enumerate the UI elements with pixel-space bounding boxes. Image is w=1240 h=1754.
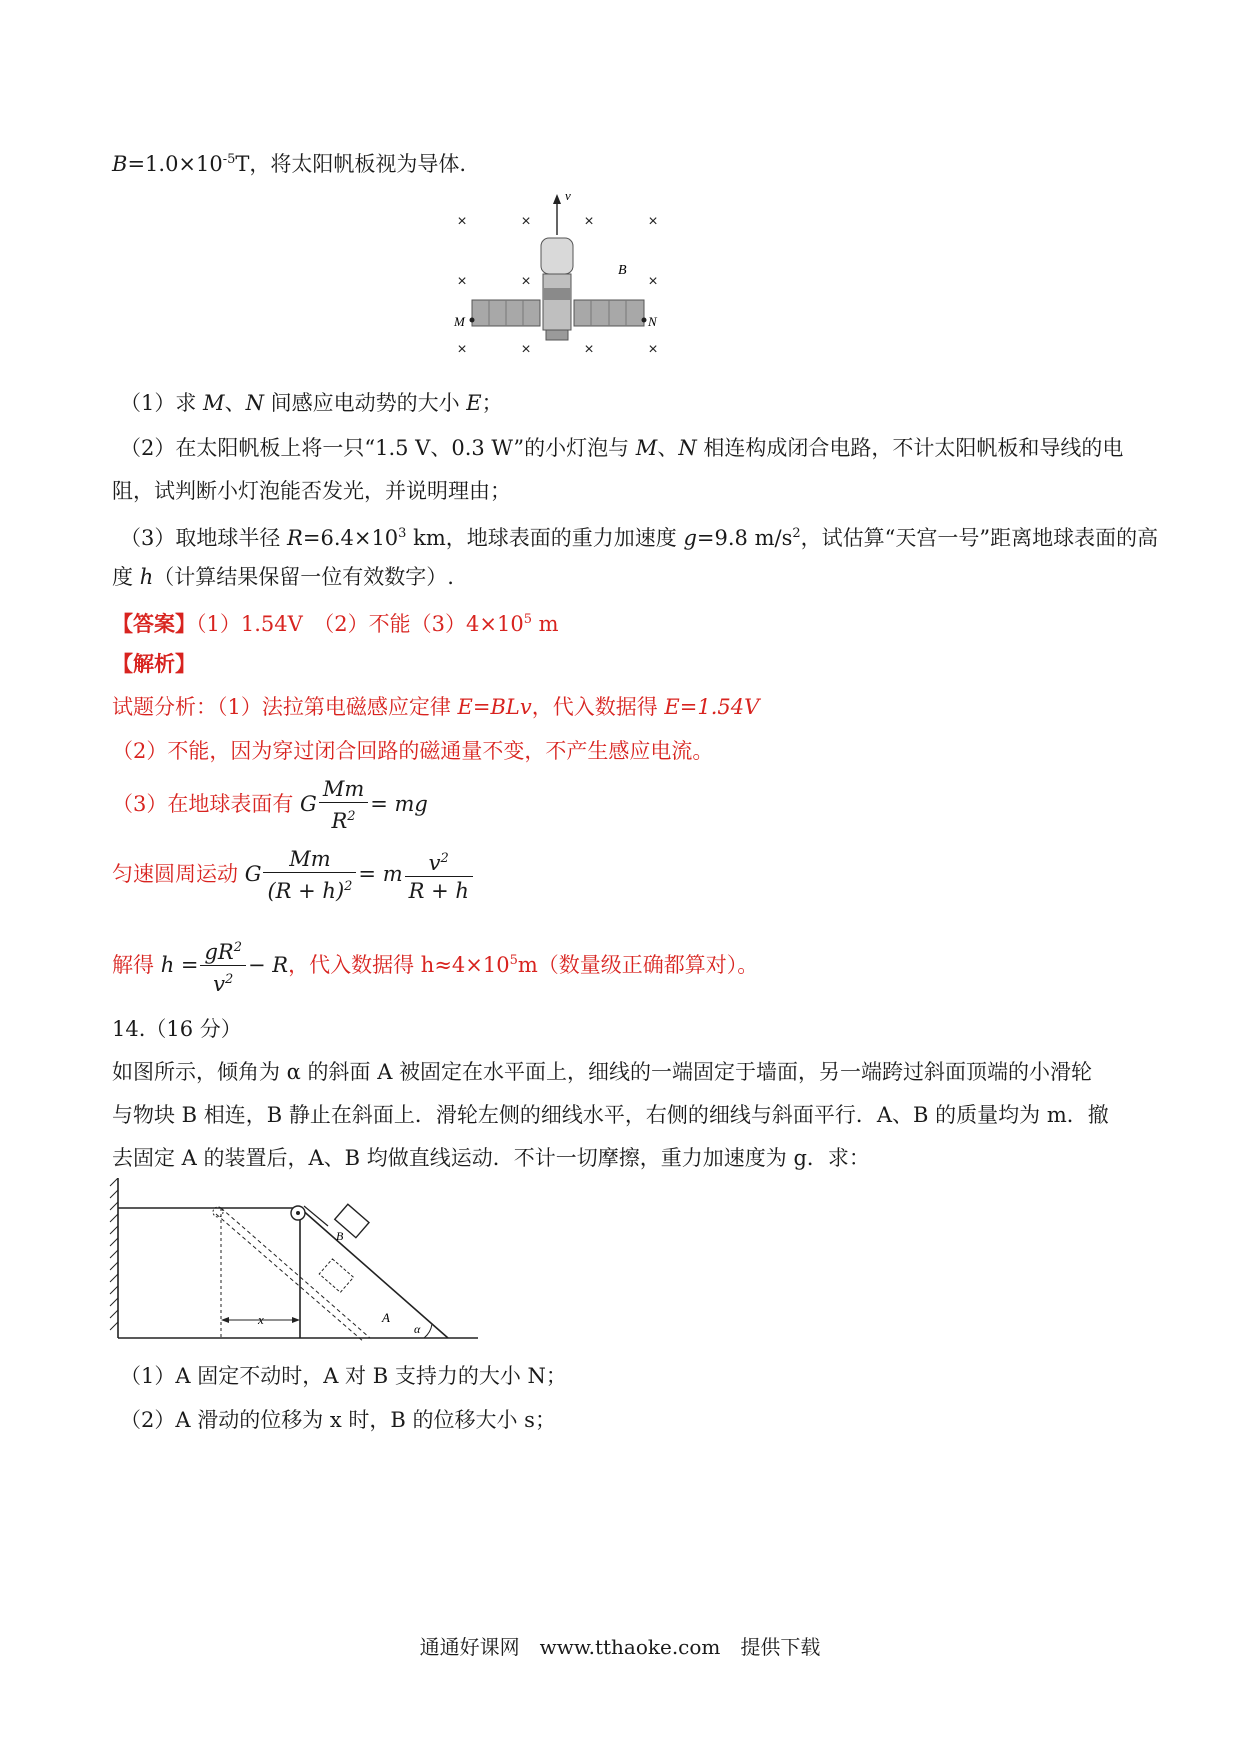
b-symbol: B [112,152,128,176]
m-label: M [454,314,465,329]
field-b-label: B [618,263,627,278]
svg-text:×: × [521,213,531,230]
answer-unit: m [531,612,559,636]
q14-sub2: （2）A 滑动的位移为 x 时，B 的位移大小 s； [120,1408,556,1432]
answer-exponent: 5 [523,612,532,627]
q14-line2: 与物块 B 相连，B 静止在斜面上．滑轮左侧的细线水平，右侧的细线与斜面平行．A、B 的质量均为 m．撤 [112,1103,1109,1127]
n-label: N [648,314,657,329]
svg-text:×: × [521,341,531,358]
svg-text:×: × [648,213,658,230]
alpha-label: α [414,1322,421,1336]
svg-text:×: × [648,273,658,290]
incline-figure [108,1178,488,1348]
b-exponent: -5 [222,152,236,167]
svg-text:×: × [457,341,467,358]
b-value: =1.0×10 [127,152,223,176]
analysis-line3: （3）在地球表面有 G $\frac{Mm}{R^2}$ = mg [112,777,428,833]
x-label: x [258,1312,264,1327]
incline-a-label: A [382,1310,390,1325]
q13-part3: （3）取地球半径 $R=6.4\times 10^3$ km，地球表面的重力加速度 g=9.8 $m/s^2$，试估算“天宫一号”距离地球表面的高 [120,526,1159,550]
answer-line [112,606,559,638]
q13-part3-line2: 度 h（计算结果保留一位有效数字）. [112,565,454,589]
svg-text:×: × [584,341,594,358]
analysis-line1: 试题分析：（1）法拉第电磁感应定律 E=BLv，代入数据得 E=1.54V [112,695,760,719]
answer-tag: 【答案】 [112,611,196,636]
q14-line3: 去固定 A 的装置后，A、B 均做直线运动．不计一切摩擦，重力加速度为 g．求： [112,1146,870,1170]
svg-text:×: × [648,341,658,358]
svg-text:×: × [457,213,467,230]
answer-text: （1）1.54V （2）不能（3）4×10 [196,612,524,636]
svg-text:×: × [521,273,531,290]
block-b-label: B [336,1229,344,1243]
q14-heading: 14.（16 分） [112,1017,242,1041]
top-line [112,146,466,178]
space-station-figure [440,180,680,370]
q14-sub1: （1）A 固定不动时，A 对 B 支持力的大小 N； [120,1364,567,1388]
analysis-line2: （2）不能，因为穿过闭合回路的磁通量不变，不产生感应电流。 [112,739,714,763]
svg-text:×: × [457,273,467,290]
footer-watermark: 通通好课网 www.tthaoke.com 提供下载 [419,1635,821,1659]
q14-line1: 如图所示，倾角为 α 的斜面 A 被固定在水平面上，细线的一端固定于墙面，另一端跨过斜面顶端的小滑轮 [112,1060,1093,1084]
q13-part1: （1）求 M、N 间感应电动势的大小 E； [120,391,503,415]
q13-part2-line2: 阻，试判断小灯泡能否发光，并说明理由； [112,479,511,503]
top-line-text: T，将太阳帆板视为导体. [235,152,467,176]
q13-part2: （2）在太阳帆板上将一只“1.5 V、0.3 W”的小灯泡与 M、N 相连构成闭合电路，不计太阳帆板和导线的电 [120,436,1124,460]
analysis-line4: 匀速圆周运动 G $\frac{Mm}{(R + h)^2}$ = m $\frac{v^2}{R + h}$ [112,846,475,905]
analysis-tag: 【解析】 [112,651,196,676]
v-label: v [565,188,571,203]
analysis-line5: 解得 h = $\frac{gR^2}{v^2}$ − R，代入数据得 $h\approx 4\times 10^5m$（数量级正确都算对）。 [112,935,758,998]
svg-text:×: × [584,213,594,230]
